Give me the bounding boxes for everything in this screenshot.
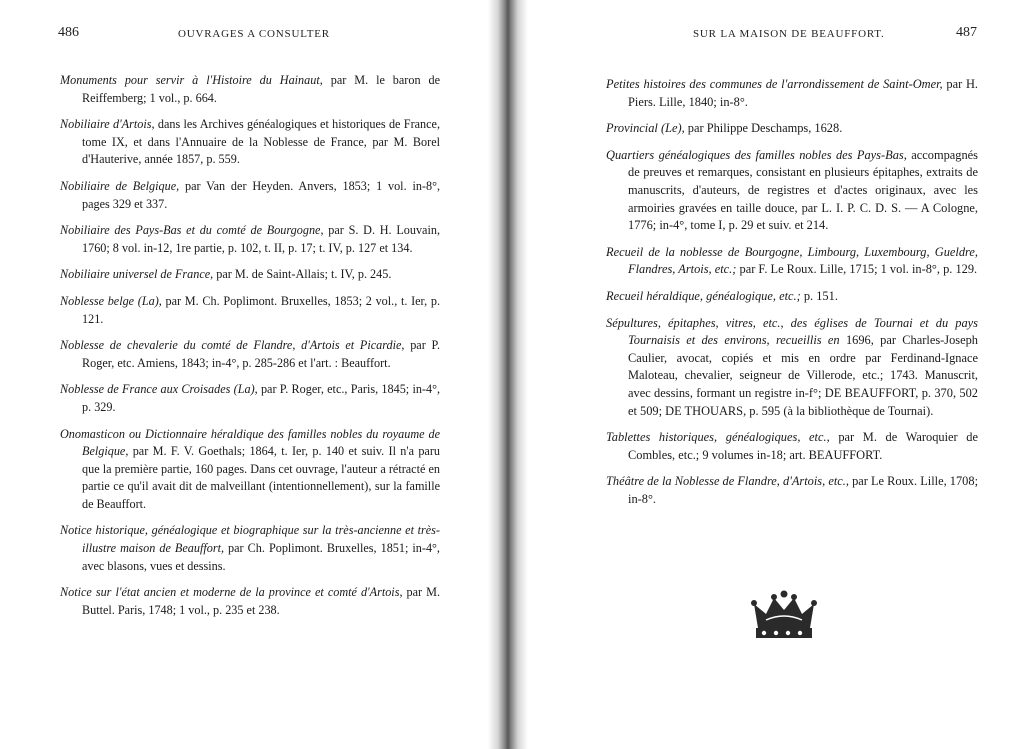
bibliography-entry: Nobiliaire des Pays-Bas et du comté de Bourgogne, par S. D. H. Louvain, 1760; 8 vol. in-12, 1re partie, p. 102, t. II, p. 17; t. IV, p. 127 et 134.: [60, 223, 440, 255]
bibliography-entry: Notice historique, généalogique et biographique sur la très-ancienne et très-illustre maison de Beauffort, par Ch. Poplimont. Bruxelles, 1851; in-4°, avec blasons, vues et dessins.: [60, 523, 440, 573]
bibliography-entry: Nobiliaire d'Artois, dans les Archives généalogiques et historiques de France, tome IX, et dans l'Annuaire de la Noblesse de France, par M. Borel d'Hauterive, année 1857, p. 559.: [60, 117, 440, 167]
right-page: [528, 0, 1024, 749]
left-bibliography-list: [60, 72, 440, 628]
left-page: [0, 0, 488, 749]
bibliography-entry: Nobiliaire universel de France, par M. de Saint-Allais; t. IV, p. 245.: [60, 267, 392, 282]
bibliography-entry: Petites histoires des communes de l'arrondissement de Saint-Omer, par H. Piers. Lille, 1840; in-8°.: [606, 77, 978, 109]
right-page-number: 487: [956, 25, 977, 40]
left-page-number: 486: [58, 25, 79, 40]
bibliography-entry: Onomasticon ou Dictionnaire héraldique des familles nobles du royaume de Belgique, par M. F. V. Goethals; 1864, t. Ier, p. 140 et suiv. Il n'a paru que la première partie, 160 pages. Dans cet ouvrage, l'auteur a rétracté en partie ce qu'il avait dit de malveillant (intentionnellement), sur la famille de Beauffort.: [60, 426, 440, 511]
bibliography-entry: Notice sur l'état ancien et moderne de la province et comté d'Artois, par M. Buttel. Paris, 1748; 1 vol., p. 235 et 238.: [60, 585, 440, 617]
bibliography-entry: Théâtre de la Noblesse de Flandre, d'Artois, etc., par Le Roux. Lille, 1708; in-8°.: [606, 474, 979, 506]
bibliography-entry: Recueil de la noblesse de Bourgogne, Limbourg, Luxembourg, Gueldre, Flandres, Artois, etc.; par F. Le Roux. Lille, 1715; 1 vol. in-8°, p. 129.: [606, 244, 978, 277]
left-running-head: OUVRAGES A CONSULTER: [178, 28, 330, 40]
bibliography-entry: Provincial (Le), par Philippe Deschamps, 1628.: [606, 121, 843, 136]
bibliography-entry: Noblesse de chevalerie du comté de Flandre, d'Artois et Picardie, par P. Roger, etc. Amiens, 1843; in-4°, p. 285-286 et l'art. : Beauffort.: [60, 338, 440, 370]
bibliography-entry: Monuments pour servir à l'Histoire du Hainaut, par M. le baron de Reiffemberg; 1 vol., p. 664.: [60, 73, 441, 105]
bibliography-entry: Tablettes historiques, généalogiques, etc., par M. de Waroquier de Combles, etc.; 9 volumes in-18; art. BEAUFFORT.: [606, 430, 978, 462]
right-running-head: SUR LA MAISON DE BEAUFFORT.: [693, 28, 885, 40]
bibliography-entry: Noblesse de France aux Croisades (La), par P. Roger, etc., Paris, 1845; in-4°, p. 329.: [60, 382, 440, 414]
bibliography-entry: Nobiliaire de Belgique, par Van der Heyden. Anvers, 1853; 1 vol. in-8°, pages 329 et 337.: [60, 178, 440, 211]
book-gutter: [488, 0, 528, 749]
bibliography-entry: Quartiers généalogiques des familles nobles des Pays-Bas, accompagnés de preuves et remarques, consistant en plusieurs épitaphes, extraits de manuscrits, d'auteurs, de registres et d'actes originaux, avec les armoiries gravées en taille douce, par L. I. P. C. D. S. — A Cologne, 1776; in-4°, tome I, p. 29 et suiv. et 214.: [606, 147, 978, 233]
bibliography-entry: Noblesse belge (La), par M. Ch. Poplimont. Bruxelles, 1853; 2 vol., t. Ier, p. 121.: [60, 293, 441, 326]
right-bibliography-list: [606, 76, 978, 517]
bibliography-entry: Recueil héraldique, généalogique, etc.; p. 151.: [606, 288, 838, 303]
bibliography-entry: Sépultures, épitaphes, vitres, etc., des églises de Tournai et du pays Tournaisis et des environs, recueillis en 1696, par Charles-Joseph Caulier, avocat, copiés et mis en ordre par Ferdinand-Ignace Maloteau, chevalier, seigneur de Villerode, etc.; 1743. Manuscrit, avec dessins, formant un registre in-f°; DE BEAUFFORT, p. 370, 502 et 509; DE THOUARS, p. 595 (à la bibliothèque de Tournai).: [606, 315, 979, 418]
crown-icon: [750, 590, 818, 642]
